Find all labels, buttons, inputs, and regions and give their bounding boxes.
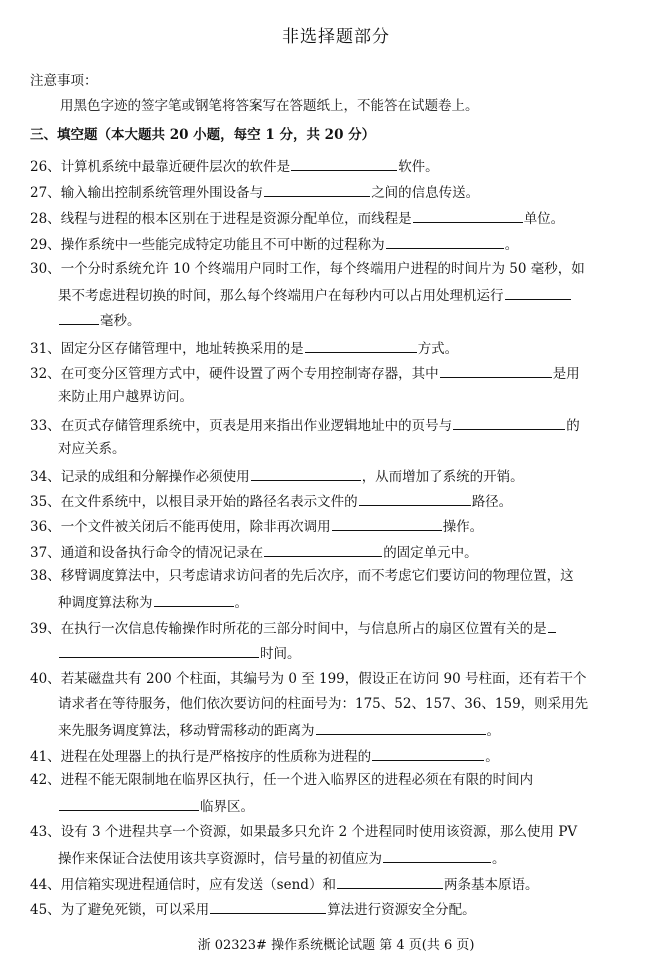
question-text: ，从而增加了系统的开销。: [361, 469, 524, 485]
question-number: 38、: [30, 568, 61, 584]
question-number: 41、: [30, 749, 61, 765]
question-34: [30, 466, 524, 486]
question-number: 27、: [30, 185, 61, 201]
answer-blank: [386, 234, 504, 249]
question-text: 用信箱实现进程通信时，应有发送（send）和: [60, 877, 336, 893]
question-text: 记录的成组和分解操作必须使用: [60, 469, 250, 485]
section-heading: 三、填空题（本大题共 20 小题，每空 1 分，共 20 分）: [30, 127, 376, 143]
question-number: 39、: [30, 621, 61, 637]
question-text: 在文件系统中，以根目录开始的路径名表示文件的: [60, 494, 358, 510]
question-28: [30, 208, 564, 228]
question-27: [30, 182, 479, 202]
question-text: 进程不能无限制地在临界区执行，任一个进入临界区的进程必须在有限的时间内: [60, 772, 534, 788]
question-text: 操作来保证合法使用该共享资源时，信号量的初值应为: [58, 851, 382, 867]
question-number: 28、: [30, 211, 61, 227]
question-text: 通道和设备执行命令的情况记录在: [60, 545, 264, 561]
question-31: [30, 338, 458, 358]
question-number: 35、: [30, 494, 61, 510]
notice-text: 用黑色字迹的签字笔或钢笔将答案写在答题纸上，不能答在试题卷上。: [60, 98, 479, 114]
question-text: 在页式存储管理系统中，页表是用来指出作业逻辑地址中的页号与: [60, 418, 453, 434]
answer-blank: [316, 720, 486, 735]
question-number: 36、: [30, 519, 61, 535]
question-text: 在可变分区管理方式中，硬件设置了两个专用控制寄存器，其中: [60, 366, 439, 382]
question-text: 若某磁盘共有 200 个柱面，其编号为 0 至 199，假设正在访问 90 号柱面，还有若干个: [60, 671, 587, 687]
question-text: 路径。: [471, 494, 513, 510]
question-text: 方式。: [417, 341, 459, 357]
answer-blank: [332, 516, 442, 531]
answer-blank: [372, 746, 484, 761]
question-number: 34、: [30, 469, 61, 485]
answer-blank: [337, 874, 443, 889]
question-text: 输入输出控制系统管理外围设备与: [60, 185, 264, 201]
answer-blank: [264, 542, 382, 557]
question-33: [30, 415, 580, 435]
question-text: 计算机系统中最靠近硬件层次的软件是: [60, 159, 291, 175]
answer-blank: [359, 491, 471, 506]
answer-blank: [291, 156, 397, 171]
question-41: [30, 746, 499, 766]
question-33-line-2: [58, 440, 126, 458]
answer-blank: [154, 592, 234, 607]
question-text: 。: [485, 749, 499, 765]
question-text: 。: [492, 851, 506, 867]
question-42: [30, 771, 533, 789]
question-number: 43、: [30, 824, 61, 840]
question-30-line-2: [58, 285, 572, 305]
question-26: [30, 156, 439, 176]
question-number: 42、: [30, 772, 61, 788]
question-35: [30, 491, 512, 511]
question-text: 在执行一次信息传输操作时所花的三部分时间中，与信息所占的扇区位置有关的是: [60, 621, 547, 637]
answer-blank: [59, 796, 199, 811]
question-37: [30, 542, 478, 562]
question-number: 37、: [30, 545, 61, 561]
question-44: [30, 874, 538, 894]
answer-blank: [305, 338, 417, 353]
question-32: [30, 363, 580, 383]
question-text: 的: [566, 418, 580, 434]
question-text: 算法进行资源安全分配。: [327, 902, 476, 918]
question-text: 设有 3 个进程共享一个资源，如果最多只允许 2 个进程同时使用该资源，那么使用 PV: [60, 824, 578, 840]
question-text: 单位。: [523, 211, 565, 227]
answer-blank: [440, 363, 552, 378]
question-40: [30, 670, 587, 688]
question-text: 种调度算法称为: [58, 595, 153, 611]
notice-heading: 注意事项：: [30, 73, 98, 89]
answer-blank: [505, 285, 571, 300]
question-30-line-3: [58, 310, 141, 330]
question-text: 一个文件被关闭后不能再使用，除非再次调用: [60, 519, 331, 535]
answer-blank: [413, 208, 523, 223]
question-text: 。: [234, 595, 248, 611]
answer-blank: [383, 848, 491, 863]
question-36: [30, 516, 483, 536]
question-32-line-2: [58, 388, 193, 406]
question-text: 请求者在等待服务，他们依次要访问的柱面号为：175、52、157、36、159，则采用先: [58, 696, 589, 712]
question-text: 线程与进程的根本区别在于进程是资源分配单位，而线程是: [60, 211, 412, 227]
question-30: [30, 260, 585, 278]
question-43-line-2: [58, 848, 506, 868]
question-number: 32、: [30, 366, 61, 382]
answer-blank: [264, 182, 370, 197]
question-29: [30, 234, 518, 254]
question-number: 31、: [30, 341, 61, 357]
question-text: 时间。: [260, 646, 301, 662]
question-number: 29、: [30, 237, 61, 253]
question-number: 30、: [30, 261, 61, 277]
question-43: [30, 823, 577, 841]
answer-blank: [210, 899, 326, 914]
question-38-line-2: [58, 592, 248, 612]
answer-blank: [548, 618, 556, 633]
question-text: 操作。: [442, 519, 484, 535]
question-40-line-2: [58, 695, 588, 713]
question-text: 临界区。: [200, 799, 254, 815]
question-text: 两条基本原语。: [443, 877, 539, 893]
question-text: 的固定单元中。: [383, 545, 478, 561]
question-text: 操作系统中一些能完成特定功能且不可中断的过程称为: [60, 237, 385, 253]
question-number: 45、: [30, 902, 61, 918]
question-text: 移臂调度算法中，只考虑请求访问者的先后次序，而不考虑它们要访问的物理位置，这: [60, 568, 574, 584]
question-text: 。: [504, 237, 519, 253]
question-42-line-2: [58, 796, 254, 816]
question-text: 之间的信息传送。: [371, 185, 480, 201]
page-footer: 浙 02323# 操作系统概论试题 第 4 页(共 6 页): [197, 938, 475, 953]
question-text: 毫秒。: [100, 313, 141, 329]
question-number: 33、: [30, 418, 61, 434]
question-text: 一个分时系统允许 10 个终端用户同时工作，每个终端用户进程的时间片为 50 毫秒，如: [60, 261, 585, 277]
answer-blank: [453, 415, 565, 430]
question-text: 是用: [552, 366, 580, 382]
question-text: 对应关系。: [58, 441, 126, 457]
question-number: 40、: [30, 671, 61, 687]
question-number: 44、: [30, 877, 61, 893]
answer-blank: [251, 466, 361, 481]
question-text: 。: [486, 723, 500, 739]
question-text: 软件。: [398, 159, 439, 175]
question-39-line-2: [58, 643, 301, 663]
question-text: 为了避免死锁，可以采用: [60, 902, 210, 918]
question-40-line-3: [58, 720, 500, 740]
question-text: 果不考虑进程切换的时间，那么每个终端用户在每秒内可以占用处理机运行: [58, 288, 504, 304]
question-number: 26、: [30, 159, 61, 175]
question-text: 固定分区存储管理中，地址转换采用的是: [60, 341, 304, 357]
answer-blank: [59, 643, 259, 658]
question-text: 进程在处理器上的执行是严格按序的性质称为进程的: [60, 749, 372, 765]
question-text: 来先服务调度算法，移动臂需移动的距离为: [58, 723, 315, 739]
question-39: [30, 618, 557, 638]
question-text: 来防止用户越界访问。: [58, 389, 193, 405]
question-38: [30, 567, 574, 585]
question-45: [30, 899, 476, 919]
answer-blank: [59, 310, 99, 325]
page-title: 非选择题部分: [282, 27, 390, 47]
